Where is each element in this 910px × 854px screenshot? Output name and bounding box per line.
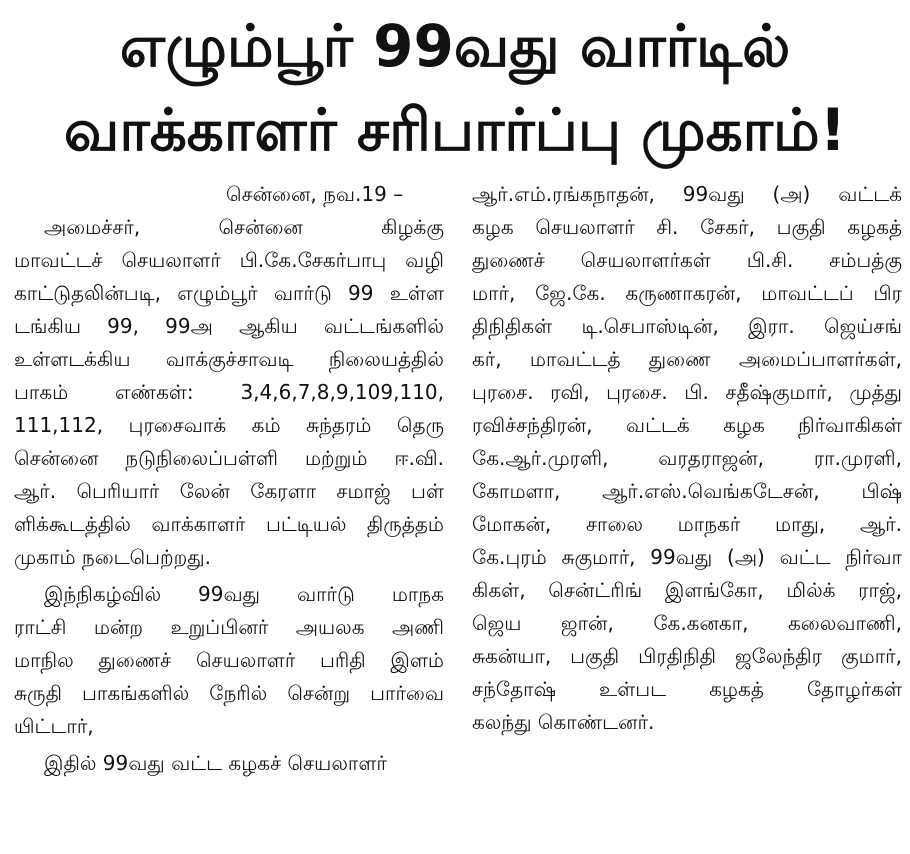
article-line: சென்னை நடுநிலைப்பள்ளி மற்றும் ஈ.வி. [14, 446, 444, 470]
article-line: துணைச் செயலாளர்கள் பி.சி. சம்பத்கு [472, 248, 902, 272]
article-line: அமைச்சர், சென்னை கிழக்கு [44, 215, 444, 239]
article-line: ளிக்கூடத்தில் வாக்காளர் பட்டியல் திருத்தம் [14, 512, 444, 536]
article-line: சுகன்யா, பகுதி பிரதிநிதி ஜலேந்திர குமார், [472, 644, 902, 668]
article-line: 111,112, புரசைவாக் கம் சுந்தரம் தெரு [14, 413, 444, 437]
article-line: சுருதி பாகங்களில் நேரில் சென்று பார்வை [14, 681, 444, 705]
article-line: பாகம் எண்கள்: 3,4,6,7,8,9,109,110, [14, 380, 444, 404]
article-line: மாநில துணைச் செயலாளர் பரிதி இளம் [14, 648, 444, 672]
article-line: உள்ளடக்கிய வாக்குச்சாவடி நிலையத்தில் [14, 347, 444, 371]
article-line: இதில் 99வது வட்ட கழகச் செயலாளர் [44, 751, 387, 775]
article-line: திநிதிகள் டி.செபாஸ்டின், இரா. ஜெய்சங் [472, 314, 902, 338]
article-line: கே.புரம் சுகுமார், 99வது (அ) வட்ட நிர்வா [472, 545, 902, 569]
article-line: மோகன், சாலை மாநகர் மாது, ஆர். [472, 512, 902, 536]
dateline: சென்னை, நவ.19 – [226, 182, 404, 206]
article-left-column [14, 178, 444, 780]
article-line: ஜெய ஜான், கே.கனகா, கலைவாணி, [472, 611, 902, 635]
article-line: ரவிச்சந்திரன், வட்டக் கழக நிர்வாகிகள் [472, 413, 902, 437]
article-line: கலந்து கொண்டனர். [472, 710, 655, 734]
article-line: மாவட்டச் செயலாளர் பி.கே.சேகர்பாபு வழி [14, 248, 444, 272]
article-line: முகாம் நடைபெற்றது. [14, 545, 211, 569]
headline-line-1: எழும்பூர் 99வது வார்டில் [119, 12, 791, 80]
article-line: கழக செயலாளர் சி. சேகர், பகுதி கழகத் [472, 215, 902, 239]
article-line: கோமளா, ஆர்.எஸ்.வெங்கடேசன், பிஷ் [472, 479, 902, 503]
article-line: யிட்டார், [14, 714, 94, 738]
article-line: கிகள், சென்ட்ரிங் இளங்கோ, மில்க் ராஜ், [472, 578, 902, 602]
article-line: இந்நிகழ்வில் 99வது வார்டு மாநக [44, 582, 444, 606]
headline-line-2: வாக்காளர் சரிபார்ப்பு முகாம்! [63, 96, 847, 164]
article-line: ராட்சி மன்ற உறுப்பினர் அயலக அணி [14, 615, 444, 639]
article-line: மார், ஜே.கே. கருணாகரன், மாவட்டப் பிர [472, 281, 902, 305]
article-line: கே.ஆர்.முரளி, வரதராஜன், ரா.முரளி, [472, 446, 902, 470]
article-line: டங்கிய 99, 99அ ஆகிய வட்டங்களில் [14, 314, 444, 338]
article-right-column [472, 178, 902, 739]
article-line: ஆர். பெரியார் லேன் கேரளா சமாஜ் பள் [14, 479, 444, 503]
headline [0, 4, 910, 172]
article-line: புரசை. ரவி, புரசை. பி. சதீஷ்குமார், முத்து [472, 380, 902, 404]
article-line: கர், மாவட்டத் துணை அமைப்பாளர்கள், [472, 347, 902, 371]
article-line: சந்தோஷ் உள்பட கழகத் தோழர்கள் [472, 677, 902, 701]
article-line: காட்டுதலின்படி, எழும்பூர் வார்டு 99 உள்ள [14, 281, 444, 305]
article-line: ஆர்.எம்.ரங்கநாதன், 99வது (அ) வட்டக் [472, 182, 902, 206]
